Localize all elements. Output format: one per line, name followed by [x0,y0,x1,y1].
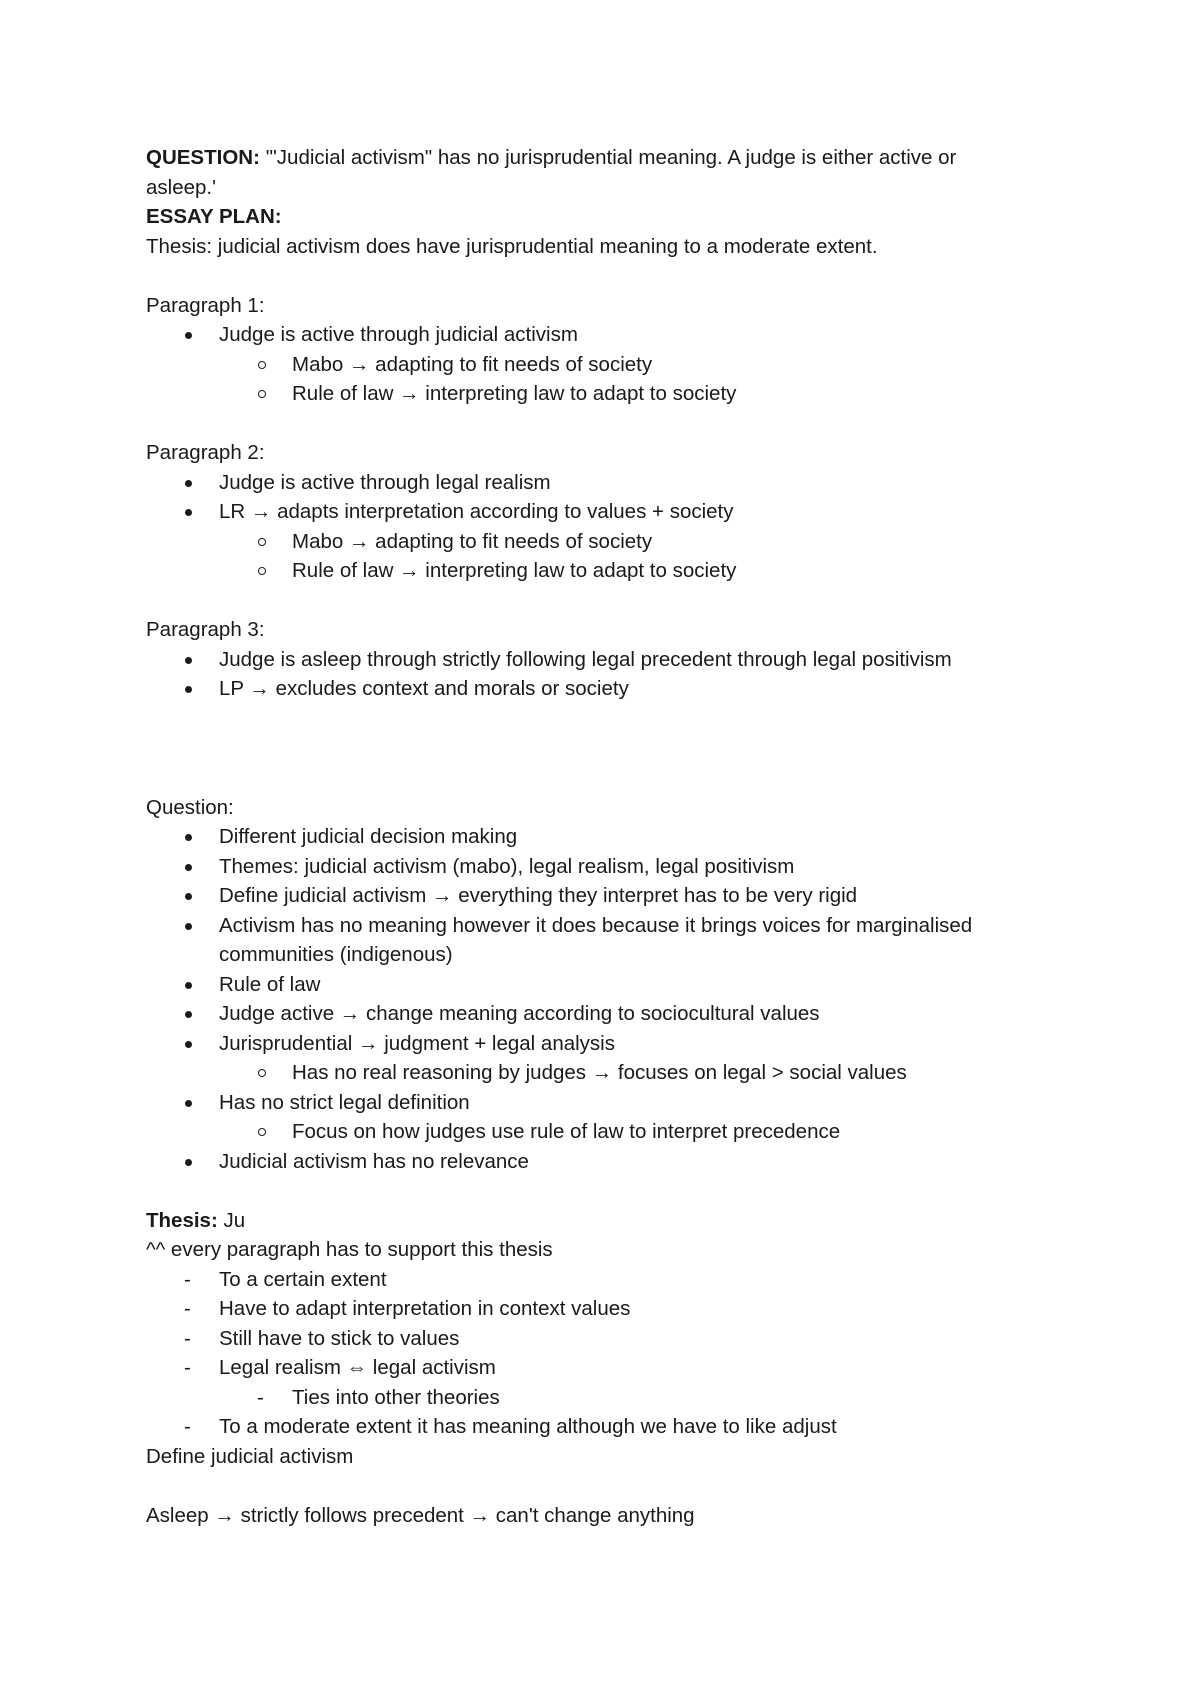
list-item: Themes: judicial activism (mabo), legal realism, legal positivism [146,852,1066,882]
thesis-notes-line [146,1206,1066,1236]
list-item: Rule of law [146,970,1066,1000]
spacer [146,704,1066,793]
paragraph-1-heading: Paragraph 1: [146,293,265,317]
paragraph-3-list [146,645,1066,704]
spacer [146,1176,1066,1206]
thesis-support-line: ^^ every paragraph has to support this thesis [146,1238,553,1261]
sub-list-item: Rule of law → interpreting law to adapt to society [146,379,1066,409]
list-item: LP → excludes context and morals or society [146,674,1066,704]
question-notes-heading: Question: [146,795,234,819]
list-item: Judge active → change meaning according to sociocultural values [146,999,1066,1029]
dash-sub-list-item: - Ties into other theories [146,1383,1066,1413]
list-item: Different judicial decision making [146,822,1066,852]
paragraph-3-heading: Paragraph 3: [146,618,265,641]
list-item: Judge is active through legal realism [146,468,1066,498]
question-text: '"Judicial activism" has no jurisprudential meaning. A judge is either active or [259,146,957,169]
essay-plan-label: ESSAY PLAN: [146,205,282,228]
sub-list-item: Mabo → adapting to fit needs of society [146,350,1066,380]
sub-list-item: Rule of law → interpreting law to adapt to society [146,556,1066,586]
paragraph-2-sublist [146,527,1066,586]
thesis-dash-sublist [146,1383,1066,1413]
thesis-line: Thesis: judicial activism does have jurisprudential meaning to a moderate extent. [146,234,878,258]
sub-list-item: Has no real reasoning by judges → focuses on legal > social values [146,1058,1066,1088]
question-line [146,143,1066,173]
sub-list-item: Mabo → adapting to fit needs of society [146,527,1066,557]
paragraph-1-list [146,320,1066,350]
list-item: Define judicial activism → everything they interpret has to be very rigid [146,881,1066,911]
thesis-label: Thesis: [146,1208,218,1232]
dash-list-item: - To a moderate extent it has meaning although we have to like adjust [146,1412,1066,1442]
question-notes-sublist [146,1117,1066,1147]
paragraph-1-sublist [146,350,1066,409]
document-page [146,143,1066,1530]
question-label: QUESTION: [146,146,260,169]
sub-list-item: Focus on how judges use rule of law to interpret precedence [146,1117,1066,1147]
spacer [146,261,1066,291]
list-item: Jurisprudential → judgment + legal analysis [146,1029,1066,1059]
list-item: Judicial activism has no relevance [146,1147,1066,1177]
define-line: Define judicial activism [146,1444,354,1468]
thesis-dash-list-cont [146,1412,1066,1442]
question-notes-list [146,822,1066,1058]
list-item: LR → adapts interpretation according to values + society [146,497,1066,527]
spacer [146,409,1066,439]
question-notes-sublist [146,1058,1066,1088]
list-item: Activism has no meaning however it does because it brings voices for marginalised communities (indigenous) [146,911,999,970]
dash-list-item: - Legal realism ⇔ legal activism [146,1353,1066,1383]
thesis-dash-list [146,1265,1066,1383]
list-item: Has no strict legal definition [146,1088,1066,1118]
list-item: Judge is asleep through strictly following legal precedent through legal positivism [146,645,1066,675]
list-item: Judge is active through judicial activism [146,320,1066,350]
thesis-text: Ju [217,1208,246,1232]
paragraph-2-list [146,468,1066,527]
dash-list-item: - To a certain extent [146,1265,1066,1295]
question-text-continued: asleep.' [146,175,217,199]
spacer [146,1471,1066,1501]
dash-list-item: - Still have to stick to values [146,1324,1066,1354]
spacer [146,586,1066,616]
question-notes-list-cont [146,1147,1066,1177]
question-notes-list-cont [146,1088,1066,1118]
asleep-line: Asleep → strictly follows precedent → can't change anything [146,1503,695,1527]
dash-list-item: - Have to adapt interpretation in context values [146,1294,1066,1324]
paragraph-2-heading: Paragraph 2: [146,441,265,464]
